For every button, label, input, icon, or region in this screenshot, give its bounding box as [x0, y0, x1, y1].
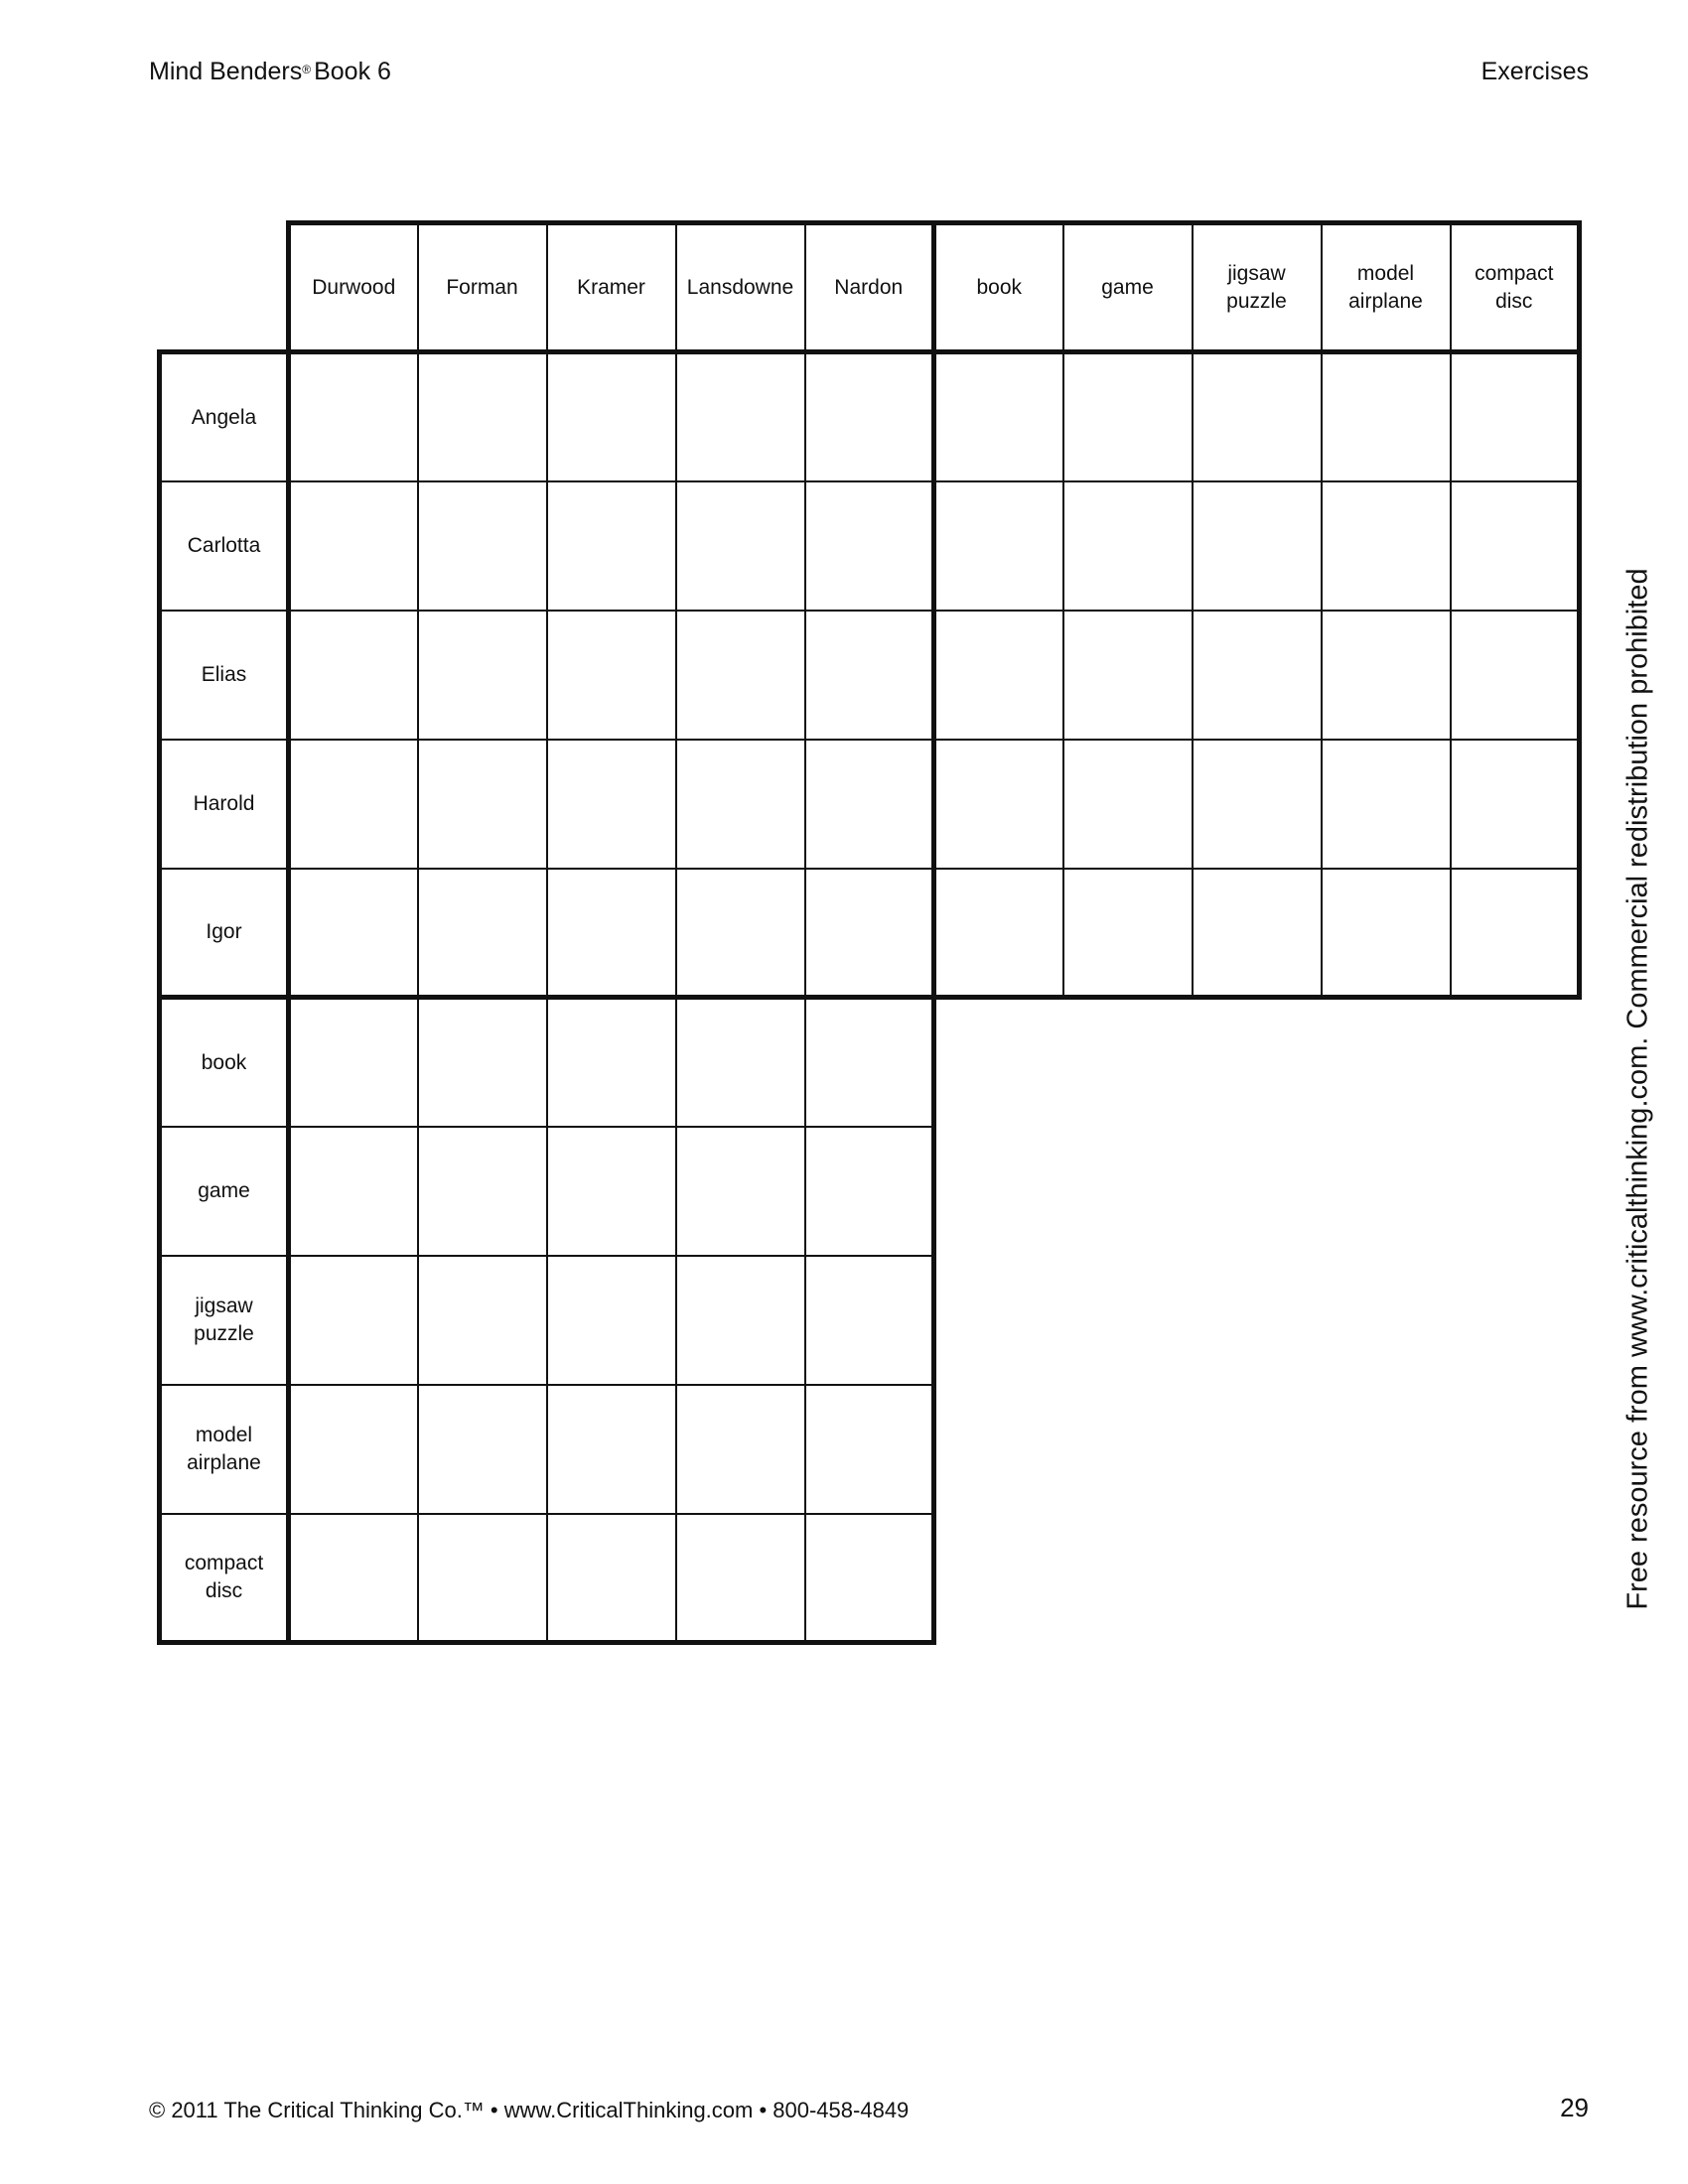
grid-cell[interactable]	[1193, 869, 1322, 998]
grid-cell[interactable]	[547, 481, 676, 611]
grid-cell[interactable]	[805, 869, 934, 998]
column-header: book	[934, 223, 1063, 352]
grid-cell[interactable]	[418, 611, 547, 740]
grid-cell[interactable]	[934, 352, 1063, 481]
grid-cell[interactable]	[547, 740, 676, 869]
grid-empty	[1451, 1385, 1580, 1514]
column-header: Kramer	[547, 223, 676, 352]
grid-cell[interactable]	[1193, 481, 1322, 611]
grid-empty	[1193, 1385, 1322, 1514]
grid-empty	[1451, 1127, 1580, 1256]
grid-cell[interactable]	[676, 481, 805, 611]
grid-cell[interactable]	[676, 1385, 805, 1514]
grid-cell[interactable]	[805, 481, 934, 611]
grid-cell[interactable]	[1451, 740, 1580, 869]
grid-row	[160, 998, 1580, 1127]
grid-empty	[1322, 1514, 1451, 1643]
grid-row	[160, 352, 1580, 481]
grid-empty	[1322, 998, 1451, 1127]
grid-cell[interactable]	[676, 611, 805, 740]
row-label: Igor	[160, 869, 289, 998]
grid-cell[interactable]	[676, 352, 805, 481]
grid-empty	[934, 1127, 1063, 1256]
column-header: model airplane	[1322, 223, 1451, 352]
grid-cell[interactable]	[934, 869, 1063, 998]
column-header: Nardon	[805, 223, 934, 352]
grid-cell[interactable]	[418, 481, 547, 611]
row-label: jigsaw puzzle	[160, 1256, 289, 1385]
grid-empty	[1193, 1127, 1322, 1256]
grid-cell[interactable]	[1193, 740, 1322, 869]
grid-corner	[160, 223, 289, 352]
grid-header-row	[160, 223, 1580, 352]
grid-cell[interactable]	[289, 740, 418, 869]
grid-cell[interactable]	[547, 998, 676, 1127]
grid-empty	[1322, 1256, 1451, 1385]
grid-cell[interactable]	[1322, 869, 1451, 998]
grid-cell[interactable]	[289, 998, 418, 1127]
grid-cell[interactable]	[1322, 481, 1451, 611]
row-label: Harold	[160, 740, 289, 869]
grid-row	[160, 611, 1580, 740]
grid-empty	[1063, 1514, 1193, 1643]
row-label: model airplane	[160, 1385, 289, 1514]
grid-cell[interactable]	[289, 352, 418, 481]
grid-cell[interactable]	[1063, 352, 1193, 481]
grid-row	[160, 1385, 1580, 1514]
grid-cell[interactable]	[547, 869, 676, 998]
grid-cell[interactable]	[289, 1514, 418, 1643]
grid-cell[interactable]	[676, 1514, 805, 1643]
grid-cell[interactable]	[805, 1385, 934, 1514]
grid-empty	[1322, 1127, 1451, 1256]
row-label: Angela	[160, 352, 289, 481]
grid-cell[interactable]	[1322, 611, 1451, 740]
grid-empty	[1451, 1514, 1580, 1643]
grid-cell[interactable]	[1451, 352, 1580, 481]
column-header: compact disc	[1451, 223, 1580, 352]
page-header-title	[149, 58, 391, 86]
logic-grid	[157, 220, 1582, 1645]
grid-cell[interactable]	[1063, 740, 1193, 869]
grid-cell[interactable]	[418, 1385, 547, 1514]
page-number: 29	[1560, 2093, 1589, 2122]
grid-row	[160, 1514, 1580, 1643]
grid-cell[interactable]	[418, 740, 547, 869]
grid-cell[interactable]	[805, 740, 934, 869]
grid-cell[interactable]	[289, 611, 418, 740]
book-number: Book 6	[314, 58, 391, 85]
grid-empty	[1322, 1385, 1451, 1514]
grid-cell[interactable]	[547, 1127, 676, 1256]
grid-cell[interactable]	[805, 998, 934, 1127]
grid-cell[interactable]	[547, 1385, 676, 1514]
grid-row	[160, 869, 1580, 998]
grid-cell[interactable]	[1193, 611, 1322, 740]
grid-cell[interactable]	[805, 611, 934, 740]
grid-cell[interactable]	[418, 1127, 547, 1256]
grid-empty	[934, 1514, 1063, 1643]
row-label: Carlotta	[160, 481, 289, 611]
column-header: game	[1063, 223, 1193, 352]
grid-cell[interactable]	[1451, 869, 1580, 998]
grid-cell[interactable]	[1063, 869, 1193, 998]
grid-cell[interactable]	[418, 1514, 547, 1643]
grid-cell[interactable]	[934, 611, 1063, 740]
grid-empty	[1063, 1127, 1193, 1256]
footer-copyright: © 2011 The Critical Thinking Co.™ • www.CriticalThinking.com • 800-458-4849	[149, 2098, 910, 2122]
grid-cell[interactable]	[1322, 740, 1451, 869]
grid-row	[160, 481, 1580, 611]
grid-empty	[1451, 998, 1580, 1127]
grid-cell[interactable]	[289, 481, 418, 611]
registered-mark: ®	[302, 63, 312, 76]
row-label: Elias	[160, 611, 289, 740]
grid-empty	[1193, 1514, 1322, 1643]
grid-cell[interactable]	[289, 869, 418, 998]
grid-cell[interactable]	[805, 1127, 934, 1256]
grid-cell[interactable]	[418, 998, 547, 1127]
grid-cell[interactable]	[1322, 352, 1451, 481]
grid-empty	[934, 998, 1063, 1127]
grid-cell[interactable]	[547, 1514, 676, 1643]
grid-cell[interactable]	[418, 1256, 547, 1385]
grid-cell[interactable]	[1063, 611, 1193, 740]
grid-cell[interactable]	[547, 352, 676, 481]
grid-cell[interactable]	[547, 1256, 676, 1385]
grid-cell[interactable]	[289, 1127, 418, 1256]
column-header: jigsaw puzzle	[1193, 223, 1322, 352]
column-header: Forman	[418, 223, 547, 352]
grid-cell[interactable]	[289, 1385, 418, 1514]
grid-empty	[1193, 998, 1322, 1127]
grid-cell[interactable]	[805, 352, 934, 481]
grid-cell[interactable]	[805, 1256, 934, 1385]
grid-empty	[934, 1385, 1063, 1514]
book-title: Mind Benders	[149, 58, 303, 85]
grid-empty	[1451, 1256, 1580, 1385]
grid-cell[interactable]	[547, 611, 676, 740]
grid-empty	[1193, 1256, 1322, 1385]
grid-cell[interactable]	[676, 998, 805, 1127]
row-label: book	[160, 998, 289, 1127]
grid-cell[interactable]	[1193, 352, 1322, 481]
grid-empty	[1063, 1256, 1193, 1385]
grid-empty	[1063, 1385, 1193, 1514]
column-header: Durwood	[289, 223, 418, 352]
grid-row	[160, 1127, 1580, 1256]
grid-cell[interactable]	[805, 1514, 934, 1643]
grid-cell[interactable]	[418, 352, 547, 481]
grid-empty	[934, 1256, 1063, 1385]
grid-row	[160, 740, 1580, 869]
row-label: game	[160, 1127, 289, 1256]
grid-cell[interactable]	[676, 740, 805, 869]
row-label: compact disc	[160, 1514, 289, 1643]
grid-cell[interactable]	[676, 1256, 805, 1385]
column-header: Lansdowne	[676, 223, 805, 352]
grid-cell[interactable]	[676, 869, 805, 998]
grid-cell[interactable]	[418, 869, 547, 998]
grid-cell[interactable]	[676, 1127, 805, 1256]
grid-cell[interactable]	[934, 740, 1063, 869]
grid-row	[160, 1256, 1580, 1385]
grid-cell[interactable]	[1451, 481, 1580, 611]
grid-cell[interactable]	[1451, 611, 1580, 740]
grid-cell[interactable]	[289, 1256, 418, 1385]
page-header-section: Exercises	[1480, 58, 1589, 85]
redistribution-notice: Free resource from www.criticalthinking.com. Commercial redistribution prohibited	[1621, 568, 1654, 1610]
grid-cell[interactable]	[934, 481, 1063, 611]
grid-empty	[1063, 998, 1193, 1127]
grid-cell[interactable]	[1063, 481, 1193, 611]
